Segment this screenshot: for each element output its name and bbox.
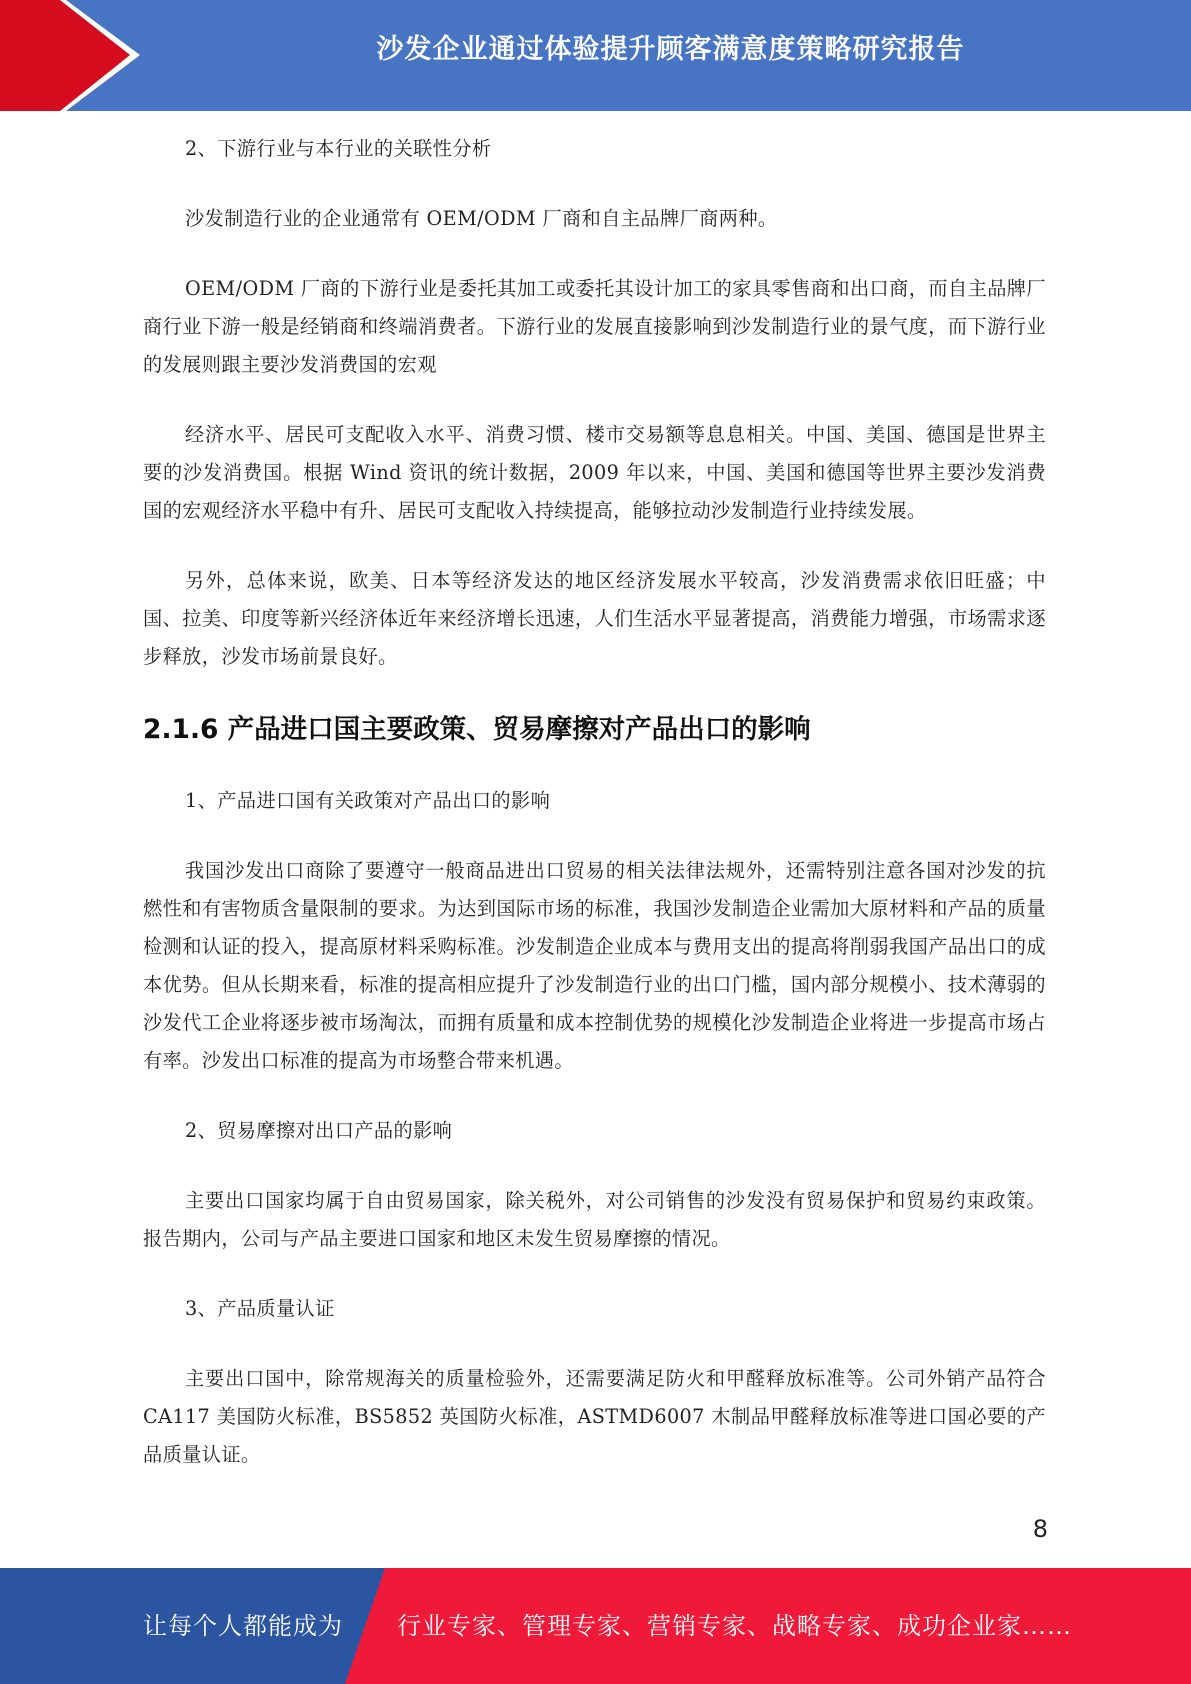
paragraph: 主要出口国家均属于自由贸易国家，除关税外，对公司销售的沙发没有贸易保护和贸易约束政策。报告期内，公司与产品主要进口国家和地区未发生贸易摩擦的情况。 bbox=[143, 1189, 1046, 1250]
subsection-title: 3、产品质量认证 bbox=[185, 1297, 335, 1320]
section-heading: 2.1.6 产品进口国主要政策、贸易摩擦对产品出口的影响 bbox=[143, 714, 811, 745]
page-footer bbox=[0, 1568, 1191, 1684]
header-chevron-decoration bbox=[0, 0, 150, 111]
page-number: 8 bbox=[1032, 1515, 1048, 1543]
paragraph: OEM/ODM 厂商的下游行业是委托其加工或委托其设计加工的家具零售商和出口商，而自主品牌厂商行业下游一般是经销商和终端消费者。下游行业的发展直接影响到沙发制造行业的景气度，而下游行业的发展则跟主要沙发消费国的宏观 bbox=[143, 277, 1046, 376]
paragraph: 另外，总体来说，欧美、日本等经济发达的地区经济发展水平较高，沙发消费需求依旧旺盛；中国、拉美、印度等新兴经济体近年来经济增长迅速，人们生活水平显著提高，消费能力增强，市场需求逐步释放，沙发市场前景良好。 bbox=[143, 569, 1046, 668]
paragraph: 经济水平、居民可支配收入水平、消费习惯、楼市交易额等息息相关。中国、美国、德国是世界主要的沙发消费国。根据 Wind 资讯的统计数据，2009 年以来，中国、美国和德国等世界主要沙发消费国的宏观经济水平稳中有升、居民可支配收入持续提高，能够拉动沙发制造行业持续发展。 bbox=[143, 423, 1046, 522]
subsection-title: 2、贸易摩擦对出口产品的影响 bbox=[185, 1119, 453, 1142]
page-content bbox=[143, 130, 1046, 1474]
paragraph: 沙发制造行业的企业通常有 OEM/ODM 厂商和自主品牌厂商两种。 bbox=[185, 207, 778, 230]
paragraph: 我国沙发出口商除了要遵守一般商品进出口贸易的相关法律法规外，还需特别注意各国对沙发的抗燃性和有害物质含量限制的要求。为达到国际市场的标准，我国沙发制造企业需加大原材料和产品的质量检测和认证的投入，提高原材料采购标准。沙发制造企业成本与费用支出的提高将削弱我国产品出口的成本优势。但从长期来看，标准的提高相应提升了沙发制造行业的出口门槛，国内部分规模小、技术薄弱的沙发代工企业将逐步被市场淘汰，而拥有质量和成本控制优势的规模化沙发制造企业将进一步提高市场占有率。沙发出口标准的提高为市场整合带来机遇。 bbox=[143, 859, 1046, 1072]
paragraph: 主要出口国中，除常规海关的质量检验外，还需要满足防火和甲醛释放标准等。公司外销产品符合 CA117 美国防火标准，BS5852 英国防火标准，ASTMD6007 木制品甲醛释放标准等进口国必要的产品质量认证。 bbox=[143, 1367, 1046, 1466]
footer-slogan-left: 让每个人都能成为 bbox=[143, 1612, 343, 1640]
footer-slogan-right: 行业专家、管理专家、营销专家、战略专家、成功企业家…… bbox=[397, 1612, 1072, 1640]
subsection-title: 2、下游行业与本行业的关联性分析 bbox=[185, 137, 492, 160]
document-title: 沙发企业通过体验提升顾客满意度策略研究报告 bbox=[376, 34, 965, 65]
page-header bbox=[0, 0, 1191, 111]
subsection-title: 1、产品进口国有关政策对产品出口的影响 bbox=[185, 789, 551, 812]
